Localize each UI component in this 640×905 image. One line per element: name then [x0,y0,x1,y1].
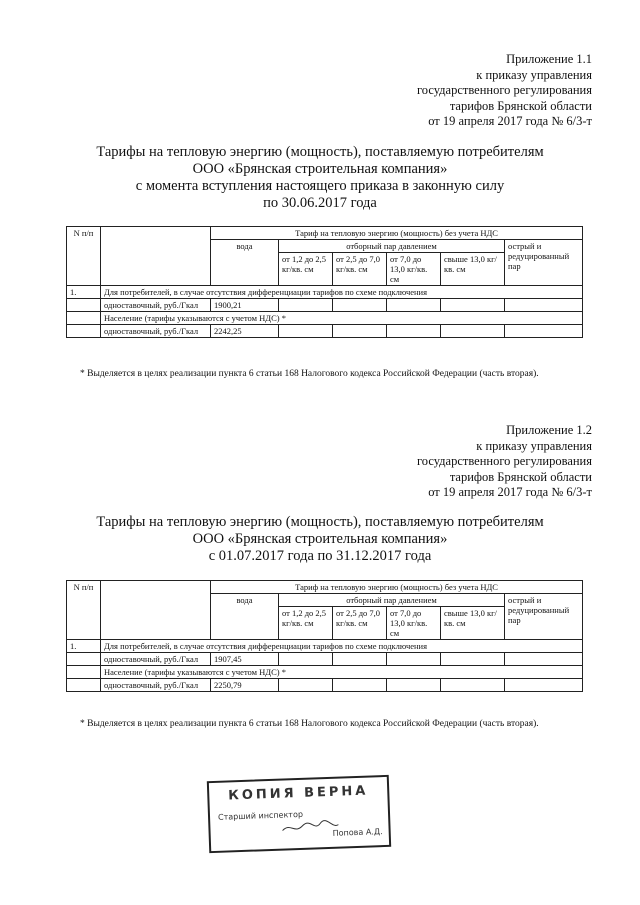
steam-col-header: свыше 13,0 кг/кв. см [441,253,505,286]
table-row [67,325,583,338]
stamp-name: Попова А.Д. [332,827,383,838]
tariff-header: Тариф на тепловую энергию (мощность) без учета НДС [211,227,583,240]
tariff-table-1 [66,226,583,338]
row-num: 1. [67,286,101,299]
single-rate-label: одноставочный, руб./Гкал [101,325,211,338]
water-header: вода [211,594,279,640]
title-line: с момента вступления настоящего приказа в законную силу [135,178,505,194]
single-rate-label: одноставочный, руб./Гкал [101,299,211,312]
empty-cell [279,299,333,312]
title-line: с 01.07.2017 года по 31.12.2017 года [208,548,432,564]
steam-header: отборный пар давлением [279,594,505,607]
sharp-steam-header: острый и редуцированный пар [505,594,583,640]
appendix-line: Приложение 1.1 [506,52,592,66]
table-row [67,666,583,679]
empty-header [101,581,211,640]
steam-col-header: от 1,2 до 2,5 кг/кв. см [279,253,333,286]
row-num: 1. [67,640,101,653]
appendix-line: государственного регулирования [416,83,592,97]
steam-col-header: от 1,2 до 2,5 кг/кв. см [279,607,333,640]
empty-cell [387,653,441,666]
section-1-title [0,144,640,212]
footnote-2 [66,718,582,730]
table-row [67,286,583,299]
empty-cell [279,325,333,338]
footnote-text: * Выделяется в целях реализации пункта 6 статьи 168 Налогового кодекса Российской Федерации (часть вторая). [80,369,539,379]
table-row [67,640,583,653]
empty-cell [67,312,101,325]
appendix-line: тарифов Брянской области [449,98,592,113]
empty-header [101,227,211,286]
empty-cell [333,325,387,338]
empty-cell [505,299,583,312]
empty-cell [67,679,101,692]
steam-col-header: свыше 13,0 кг/кв. см [441,607,505,640]
col-num-header: N п/п [67,227,101,286]
title-line: по 30.06.2017 года [263,195,377,211]
empty-cell [441,679,505,692]
tariff-table-2 [66,580,583,692]
footnote-text: * Выделяется в целях реализации пункта 6 статьи 168 Налогового кодекса Российской Федерации (часть вторая). [80,719,539,729]
steam-col-header: от 7,0 до 13,0 кг/кв. см [387,607,441,640]
consumers-label: Для потребителей, в случае отсутствия дифференциации тарифов по схеме подключения [101,640,583,653]
population-value: 2242,25 [211,325,279,338]
table-row [67,653,583,666]
section-2-title [0,514,640,565]
table-row [67,299,583,312]
signature-icon [280,819,340,835]
empty-cell [441,325,505,338]
empty-cell [505,653,583,666]
empty-cell [67,666,101,679]
empty-cell [67,325,101,338]
consumers-value: 1907,45 [211,653,279,666]
consumers-label: Для потребителей, в случае отсутствия дифференциации тарифов по схеме подключения [101,286,583,299]
stamp-title: КОПИЯ ВЕРНА [227,783,369,804]
copy-certified-stamp [207,775,391,853]
single-rate-label: одноставочный, руб./Гкал [101,653,211,666]
empty-cell [505,679,583,692]
population-value: 2250,79 [211,679,279,692]
steam-col-header: от 2,5 до 7,0 кг/кв. см [333,253,387,286]
title-line: ООО «Брянская строительная компания» [192,161,448,177]
appendix-line: государственного регулирования [416,454,592,468]
empty-cell [333,653,387,666]
table-row [67,679,583,692]
empty-cell [441,299,505,312]
footnote-1 [66,368,582,380]
appendix-line: тарифов Брянской области [449,469,592,484]
empty-cell [279,653,333,666]
empty-cell [387,299,441,312]
empty-cell [279,679,333,692]
appendix-line: к приказу управления [476,438,592,453]
appendix-line: от 19 апреля 2017 года № 6/3-т [428,114,592,128]
appendix-line: Приложение 1.2 [506,423,592,437]
steam-col-header: от 2,5 до 7,0 кг/кв. см [333,607,387,640]
empty-cell [333,299,387,312]
appendix-1-1 [417,52,592,130]
empty-cell [387,679,441,692]
title-line: Тарифы на тепловую энергию (мощность), поставляемую потребителям [96,144,544,160]
title-line: Тарифы на тепловую энергию (мощность), поставляемую потребителям [96,514,544,530]
empty-cell [67,299,101,312]
population-label: Население (тарифы указываются с учетом НДС) * [101,312,583,325]
population-label: Население (тарифы указываются с учетом НДС) * [101,666,583,679]
steam-header: отборный пар давлением [279,240,505,253]
title-line: ООО «Брянская строительная компания» [192,531,448,547]
water-header: вода [211,240,279,286]
sharp-steam-header: острый и редуцированный пар [505,240,583,286]
col-num-header: N п/п [67,581,101,640]
consumers-value: 1900,21 [211,299,279,312]
single-rate-label: одноставочный, руб./Гкал [101,679,211,692]
empty-cell [387,325,441,338]
tariff-header: Тариф на тепловую энергию (мощность) без учета НДС [211,581,583,594]
appendix-line: от 19 апреля 2017 года № 6/3-т [428,485,592,499]
empty-cell [333,679,387,692]
empty-cell [505,325,583,338]
appendix-1-2 [417,423,592,501]
empty-cell [67,653,101,666]
stamp-role: Старший инспектор [217,809,304,822]
appendix-line: к приказу управления [476,67,592,82]
table-row [67,312,583,325]
empty-cell [441,653,505,666]
steam-col-header: от 7,0 до 13,0 кг/кв. см [387,253,441,286]
